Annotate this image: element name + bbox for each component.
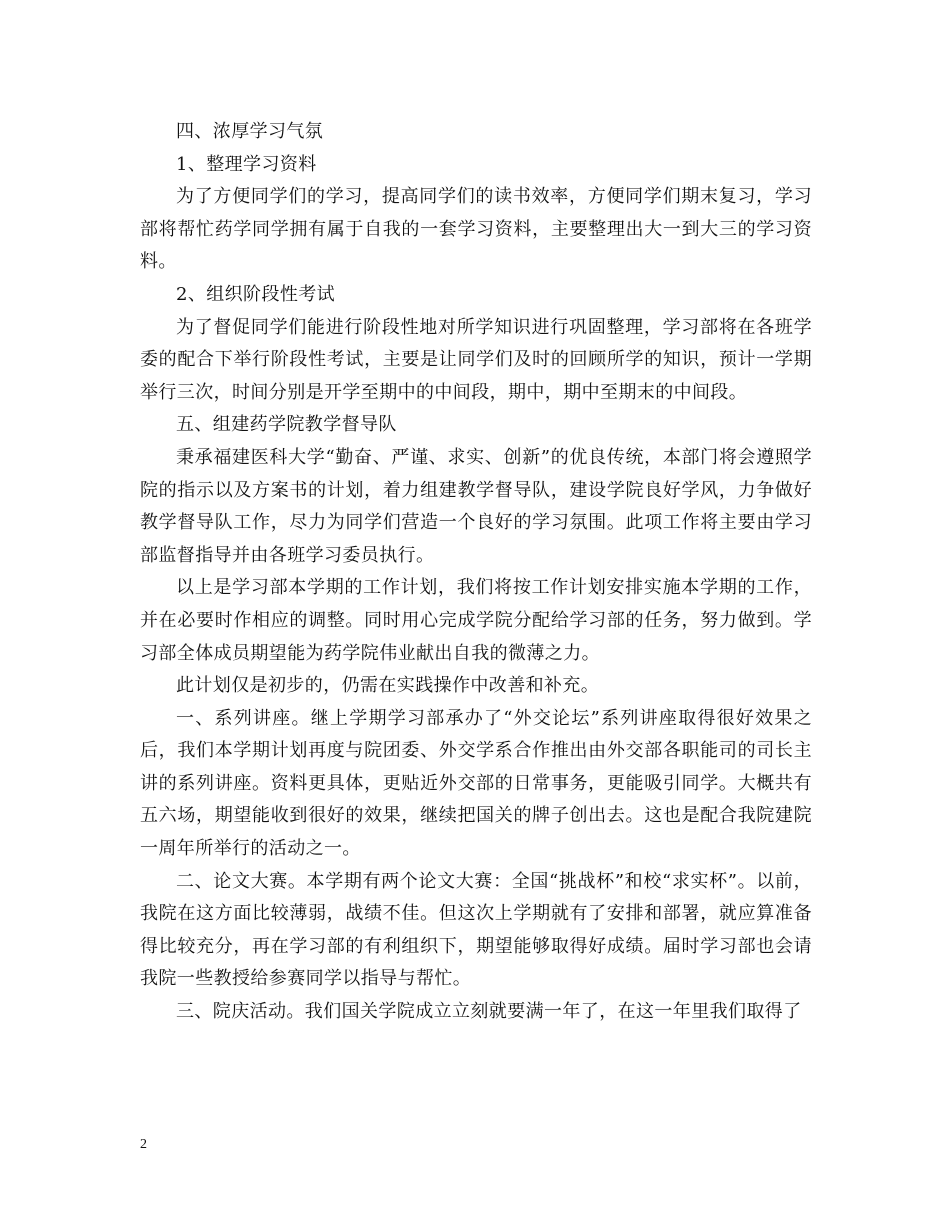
subheading-organize-materials: 1、整理学习资料 xyxy=(176,153,317,175)
section-heading-4: 四、浓厚学习气氛 xyxy=(176,121,324,142)
paragraph: 为了方便同学们的学习，提高同学们的读书效率，方便同学们期末复习，学习部将帮忙药学同学拥有属于自我的一套学习资料，主要整理出大一到大三的学习资料。 xyxy=(140,186,812,273)
page-number: 2 xyxy=(140,1137,147,1152)
subheading-staged-exams: 2、组织阶段性考试 xyxy=(176,283,336,305)
paragraph: 秉承福建医科大学“勤奋、严谨、求实、创新”的优良传统，本部门将会遵照学院的指示以及方案书的计划，着力组建教学督导队，建设学院良好学风，力争做好教学督导队工作，尽力为同学们营造一个良好的学习氛围。此项工作将主要由学习部监督指导并由各班学习委员执行。 xyxy=(140,446,812,566)
paragraph: 以上是学习部本学期的工作计划，我们将按工作计划安排实施本学期的工作，并在必要时作相应的调整。同时用心完成学院分配给学习部的任务，努力做到。学习部全体成员期望能为药学院伟业献出自我的微薄之力。 xyxy=(140,577,812,664)
paragraph: 此计划仅是初步的，仍需在实践操作中改善和补充。 xyxy=(176,675,600,697)
paragraph: 为了督促同学们能进行阶段性地对所学知识进行巩固整理，学习部将在各班学委的配合下举行阶段性考试，主要是让同学们及时的回顾所学的知识，预计一学期举行三次，时间分别是开学至期中的中间段，期中，期中至期末的中间段。 xyxy=(140,316,812,403)
paragraph-anniversary: 三、院庆活动。我们国关学院成立立刻就要满一年了，在这一年里我们取得了 xyxy=(176,1001,802,1023)
body-text xyxy=(140,116,812,1029)
paragraph-essay-contest: 二、论文大赛。本学期有两个论文大赛：全国“挑战杯”和校“求实杯”。以前，我院在这方面比较薄弱，战绩不佳。但这次上学期就有了安排和部署，就应算准备得比较充分，再在学习部的有利组织下，期望能够取得好成绩。届时学习部也会请我院一些教授给参赛同学以指导与帮忙。 xyxy=(140,870,812,990)
section-heading-5: 五、组建药学院教学督导队 xyxy=(176,414,397,436)
paragraph-lecture-series: 一、系列讲座。继上学期学习部承办了“外交论坛”系列讲座取得很好效果之后，我们本学期计划再度与院团委、外交学系合作推出由外交部各职能司的司长主讲的系列讲座。资料更具体，更贴近外交部的日常事务，更能吸引同学。大概共有五六场，期望能收到很好的效果，继续把国关的牌子创出去。这也是配合我院建院一周年所举行的活动之一。 xyxy=(140,707,812,860)
